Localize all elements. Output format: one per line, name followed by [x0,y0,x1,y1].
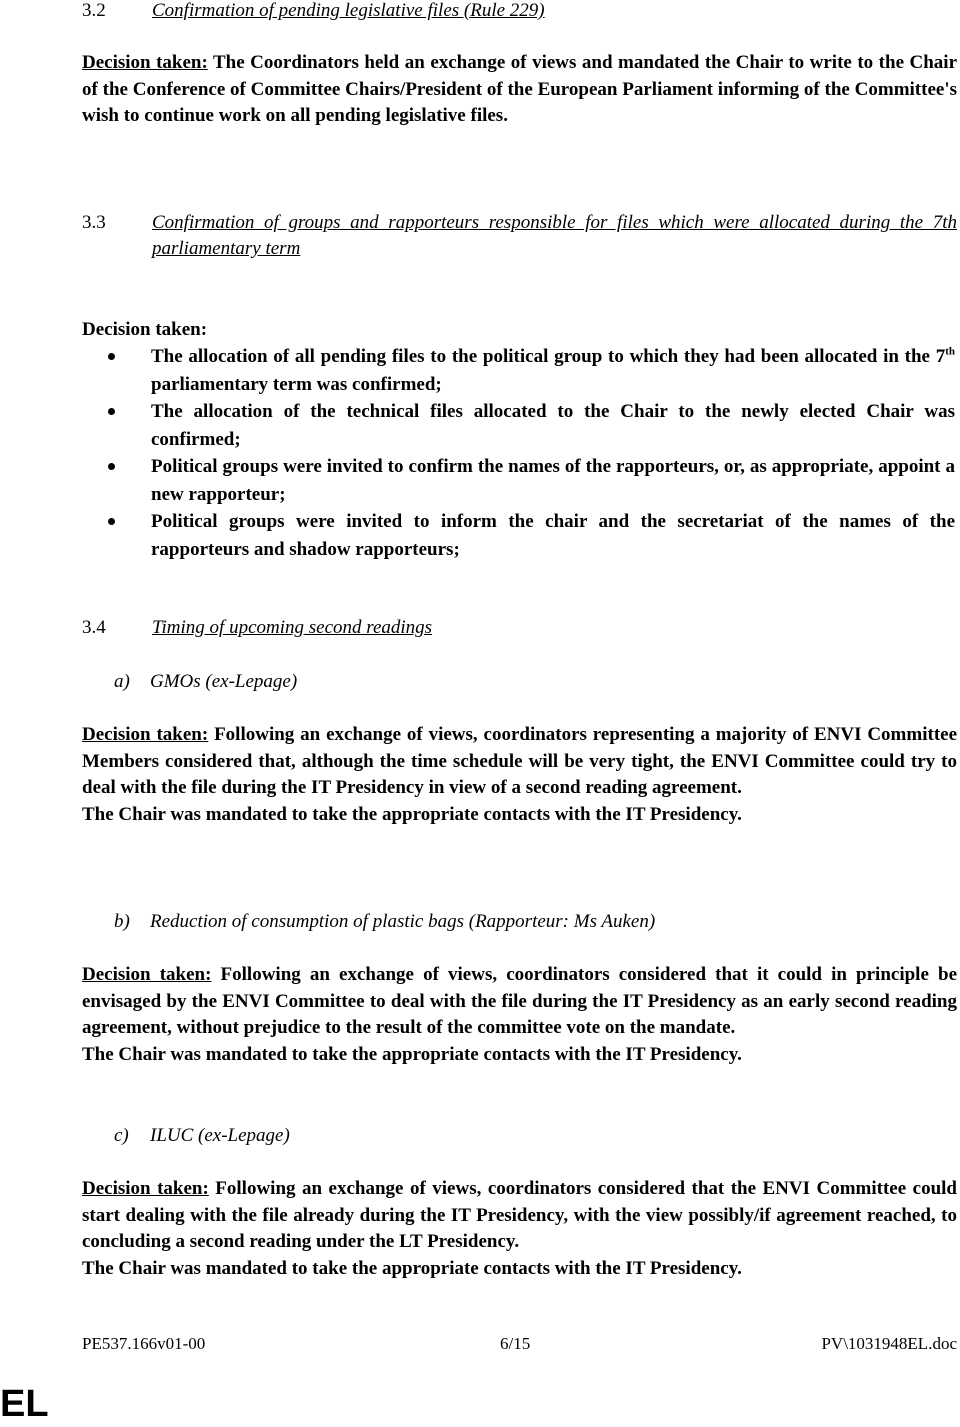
list-item: The allocation of the technical files allocated to the Chair to the newly elected Chair was confirmed; [151,398,955,453]
mandate-text: The Chair was mandated to take the appropriate contacts with the IT Presidency. [82,1043,742,1065]
subsection-c-decision [82,1176,957,1282]
decision-label: Decision taken: [82,52,208,73]
subsection-b-decision [82,962,957,1068]
section-title: Timing of upcoming second readings [152,617,433,638]
decision-text: Following an exchange of views, coordinators representing a majority of ENVI Committee Members considered that, although the time schedule will be very tight, the ENVI Committee could try to deal with the file during the IT Presidency in view of a second reading agreement. [82,724,958,798]
subsection-a-decision [82,722,957,828]
document-reference: PE537.166v01-00 [82,1334,206,1353]
list-item: Political groups were invited to inform the chair and the secretariat of the names of the rapporteurs and shadow rapporteurs; [151,508,955,563]
section-number: 3.3 [82,212,106,233]
subsection-a-heading: a) GMOs (ex-Lepage) [114,671,298,692]
bullet-icon [108,463,115,470]
section-3-3-bullet-list [82,343,955,563]
section-3-3-decision-label: Decision taken: [82,319,208,340]
decision-text: The Coordinators held an exchange of views and mandated the Chair to write to the Chair of the Conference of Committee Chairs/President of the European Parliament informing of the Committee's wish to continue work on all pending legislative files. [82,52,958,126]
list-item: Political groups were invited to confirm the names of the rapporteurs, or, as appropriate, appoint a new rapporteur; [151,453,955,508]
file-name: PV\1031948EL.doc [821,1334,957,1353]
section-title: Confirmation of groups and rapporteurs responsible for files which were allocated during the 7th parliamentary term [152,212,957,259]
section-3-4-heading [82,615,957,641]
decision-text: Following an exchange of views, coordinators considered that it could in principle be envisaged by the ENVI Committee to deal with the file during the IT Presidency as an early second reading agreement, without prejudice to the result of the committee vote on the mandate. [82,964,958,1038]
bullet-icon [108,353,115,360]
subsection-b-heading: b) Reduction of consumption of plastic bags (Rapporteur: Ms Auken) [114,911,656,932]
decision-label: Decision taken: [82,1178,209,1199]
decision-text: Following an exchange of views, coordinators considered that the ENVI Committee could start dealing with the file already during the IT Presidency, with the view possibly/if agreement reached, to concluding a second reading under the LT Presidency. [82,1178,957,1252]
section-3-3-heading [82,210,957,262]
language-code: EL [0,1383,49,1425]
decision-label: Decision taken: [82,964,212,985]
list-item: The allocation of all pending files to the political group to which they had been allocated in the 7th parliamentary term was confirmed; [151,343,955,398]
section-3-2-decision [82,50,957,130]
decision-label: Decision taken: [82,724,209,745]
bullet-icon [108,518,115,525]
section-number: 3.2 [82,0,106,21]
mandate-text: The Chair was mandated to take the appropriate contacts with the IT Presidency. [82,803,742,825]
subsection-c-heading: c) ILUC (ex-Lepage) [114,1125,290,1146]
section-number: 3.4 [82,617,106,638]
section-title: Confirmation of pending legislative files (Rule 229) [152,0,545,21]
mandate-text: The Chair was mandated to take the appropriate contacts with the IT Presidency. [82,1257,742,1279]
page-number: 6/15 [500,1334,531,1353]
bullet-icon [108,408,115,415]
section-3-2-heading [82,0,957,24]
